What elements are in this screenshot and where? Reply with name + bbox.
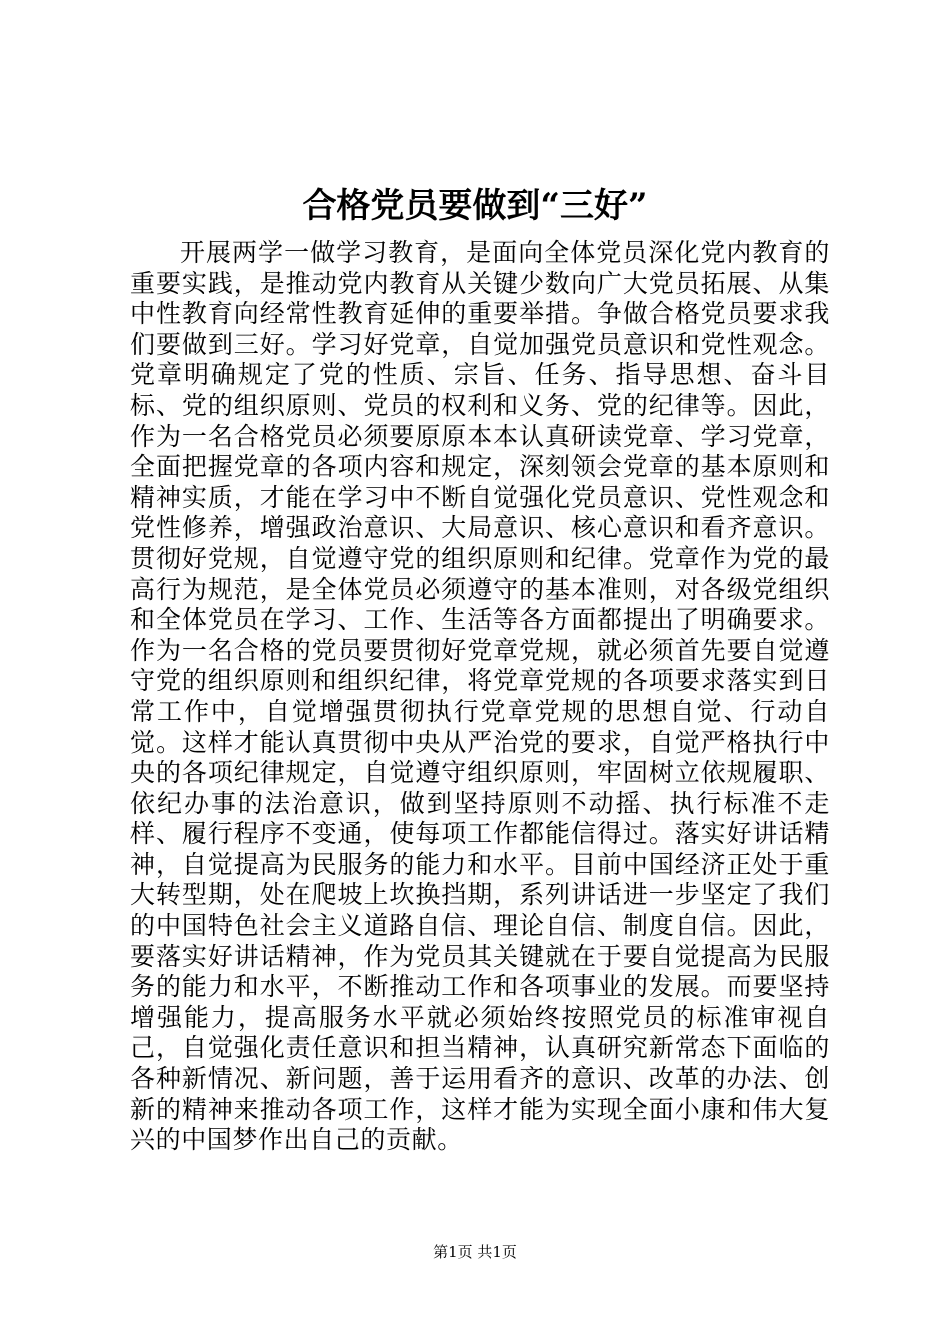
document-body-paragraph: 开展两学一做学习教育，是面向全体党员深化党内教育的重要实践，是推动党内教育从关键少数向广大党员拓展、从集中性教育向经常性教育延伸的重要举措。争做合格党员要求我们要做到三好。学习好党章，自觉加强党员意识和党性观念。党章明确规定了党的性质、宗旨、任务、指导思想、奋斗目标、党的组织原则、党员的权利和义务、党的纪律等。因此，作为一名合格党员必须要原原本本认真研读党章、学习党章，全面把握党章的各项内容和规定，深刻领会党章的基本原则和精神实质，才能在学习中不断自觉强化党员意识、党性观念和党性修养，增强政治意识、大局意识、核心意识和看齐意识。贯彻好党规，自觉遵守党的组织原则和纪律。党章作为党的最高行为规范，是全体党员必须遵守的基本准则，对各级党组织和全体党员在学习、工作、生活等各方面都提出了明确要求。作为一名合格的党员要贯彻好党章党规，就必须首先要自觉遵守党的组织原则和组织纪律，将党章党规的各项要求落实到日常工作中，自觉增强贯彻执行党章党规的思想自觉、行动自觉。这样才能认真贯彻中央从严治党的要求，自觉严格执行中央的各项纪律规定，自觉遵守组织原则，牢固树立依规履职、依纪办事的法治意识，做到坚持原则不动摇、执行标准不走样、履行程序不变通，使每项工作都能信得过。落实好讲话精神，自觉提高为民服务的能力和水平。目前中国经济正处于重大转型期，处在爬坡上坎换挡期，系列讲话进一步坚定了我们的中国特色社会主义道路自信、理论自信、制度自信。因此，要落实好讲话精神，作为党员其关键就在于要自觉提高为民服务的能力和水平，不断推动工作和各项事业的发展。而要坚持增强能力，提高服务水平就必须始终按照党员的标准审视自己，自觉强化责任意识和担当精神，认真研究新常态下面临的各种新情况、新问题，善于运用看齐的意识、改革的办法、创新的精神来推动各项工作，这样才能为实现全面小康和伟大复兴的中国梦作出自己的贡献。 bbox=[130, 238, 830, 1155]
page-footer: 第1页 共1页 bbox=[433, 1243, 517, 1261]
document-title: 合格党员要做到“三好” bbox=[302, 186, 648, 226]
